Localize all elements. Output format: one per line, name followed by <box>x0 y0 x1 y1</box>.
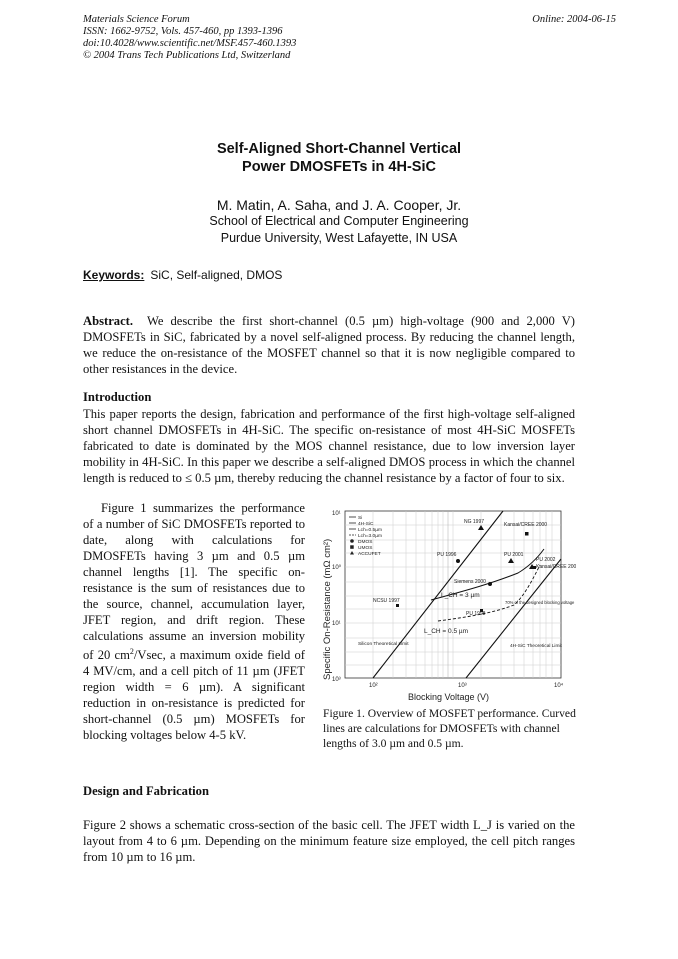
column-text-1: Figure 1 summarizes the performance of a number of SiC DMOSFETs reported to date, along with calculations for DMOSFETs having 3 µm and 0.5 µm channel lengths [1]. The specific on-resistance is the sum of resistances due to the source, channel, accumulation layer, JFET region, and drift region. These calculations assume an inversion mobility of 20 cm <box>83 501 305 663</box>
design-heading: Design and Fabrication <box>83 784 209 798</box>
point-siemens-2000 <box>488 582 492 586</box>
legend-item: Si <box>358 516 363 521</box>
abstract-text: We describe the first short-channel (0.5 µm) high-voltage (900 and 2,000 V) DMOSFETs in SiC, fabricated by a novel self-aligned process. By reducing the channel length, we reduce the on-resistance of the MOSFET channel so that it is now negligible compared to other resistances in the device. <box>83 314 575 376</box>
introduction-text: This paper reports the design, fabrication and performance of the first high-voltage self-aligned short channel DMOSFETs in 4H-SiC. The specific on-resistance of most 4H-SiC MOSFETs fabricated to date is dominated by the MOS channel resistance, due to low inversion layer mobility in 4H-SiC. In this paper we describe a self-aligned DMOS process in which the channel length is reduced to ≤ 0.5 µm, thereby reducing the channel resistance by a factor of four to six. <box>83 407 575 485</box>
label-si-limit: Silicon Theoretical Limit <box>358 642 409 647</box>
label-lch-05: L_CH = 0.5 µm <box>424 628 469 635</box>
y-axis-label: Specific On-Resistance (mΩ cm²) <box>322 538 333 680</box>
legend-item: DMOS <box>358 540 373 545</box>
label-pu-2001: PU 2001 <box>504 552 524 558</box>
label-ng-1997: NG 1997 <box>464 519 485 525</box>
point-kansai-2000 <box>525 532 529 536</box>
label-70pct: 70% of the designed blocking voltage <box>505 600 575 605</box>
figure-1 <box>318 505 576 705</box>
introduction-heading: Introduction <box>83 390 152 404</box>
legend-item: ACCUFET <box>358 552 381 557</box>
legend-item: Lch=3.0µm <box>358 534 382 539</box>
abstract-label: Abstract. <box>83 314 134 328</box>
label-siemens-2000: Siemens 2000 <box>454 579 486 585</box>
affiliation-line-1: School of Electrical and Computer Engineering <box>209 214 469 228</box>
keywords-label: Keywords: <box>83 268 145 282</box>
x-tick-label: 10² <box>369 683 378 689</box>
x-axis-label: Blocking Voltage (V) <box>408 692 490 702</box>
point-pu-1996 <box>456 559 460 563</box>
y-tick-label: 10¹ <box>332 621 341 627</box>
paper-title <box>0 140 678 176</box>
journal-name: Materials Science Forum <box>83 14 190 25</box>
keywords <box>83 268 282 282</box>
legend-item: Lch=0.5µm <box>358 528 382 533</box>
label-pu-1998: PU 1998 <box>466 611 486 617</box>
column-text-2: /Vsec, a maximum oxide field of 4 MV/cm, and a cell pitch of 11 µm (JFET region width = 6 µm). A significant reduction in on-resistance is predicted for short-channel (0.5 µm) MOSFETs for blocking voltages below 4-5 kV. <box>83 648 305 743</box>
y-tick-label: 10⁰ <box>332 565 342 571</box>
column-sup: 2 <box>129 647 134 656</box>
legend-item: 4H-SiC <box>358 522 374 527</box>
copyright: © 2004 Trans Tech Publications Ltd, Switzerland <box>83 50 291 61</box>
header-citation <box>83 14 296 62</box>
online-date: Online: 2004-06-15 <box>532 14 616 25</box>
figure-1-plot <box>318 505 576 705</box>
legend-item: UMOS <box>358 546 373 551</box>
keywords-value: SiC, Self-aligned, DMOS <box>150 268 283 282</box>
point-ncsu-1997 <box>396 604 399 607</box>
label-sic-limit: 4H-SiC Theoretical Limit <box>510 644 562 649</box>
label-pu-2002: PU 2002 <box>536 557 556 563</box>
label-pu-1996: PU 1996 <box>437 552 457 558</box>
title-line-2: Power DMOSFETs in 4H-SiC <box>242 159 436 175</box>
issn: ISSN: 1662-9752, Vols. 457-460, pp 1393-1396 <box>83 26 283 37</box>
label-kansai-2000: Kansai/CREE 2000 <box>504 522 548 528</box>
label-kansai-2001: Kansai/CREE 2001 <box>536 564 576 570</box>
label-lch-3: L_CH = 3 µm <box>441 592 480 599</box>
y-tick-label: 10³ <box>332 677 341 683</box>
doi: doi:10.4028/www.scientific.net/MSF.457-460.1393 <box>83 38 297 49</box>
x-tick-label: 10³ <box>458 683 467 689</box>
authors: M. Matin, A. Saha, and J. A. Cooper, Jr. <box>216 197 462 213</box>
title-line-1: Self-Aligned Short-Channel Vertical <box>216 141 462 157</box>
figure-caption: Figure 1. Overview of MOSFET performance. Curved lines are calculations for DMOSFETs with channel lengths of 3.0 µm and 0.5 µm. <box>323 707 576 750</box>
label-ncsu-1997: NCSU 1997 <box>373 598 400 604</box>
introduction-column-text <box>83 500 305 743</box>
x-tick-label: 10⁴ <box>554 683 564 689</box>
affiliation-line-2: Purdue University, West Lafayette, IN USA <box>220 231 458 245</box>
affiliation <box>0 213 678 247</box>
design-text: Figure 2 shows a schematic cross-section of the basic cell. The JFET width L_J is varied on the layout from 4 to 6 µm. Depending on the minimum feature size employed, the cell pitch ranges from 10 µm to 16 µm. <box>83 818 575 864</box>
abstract <box>83 313 575 377</box>
y-tick-label: 10¹ <box>332 511 341 517</box>
